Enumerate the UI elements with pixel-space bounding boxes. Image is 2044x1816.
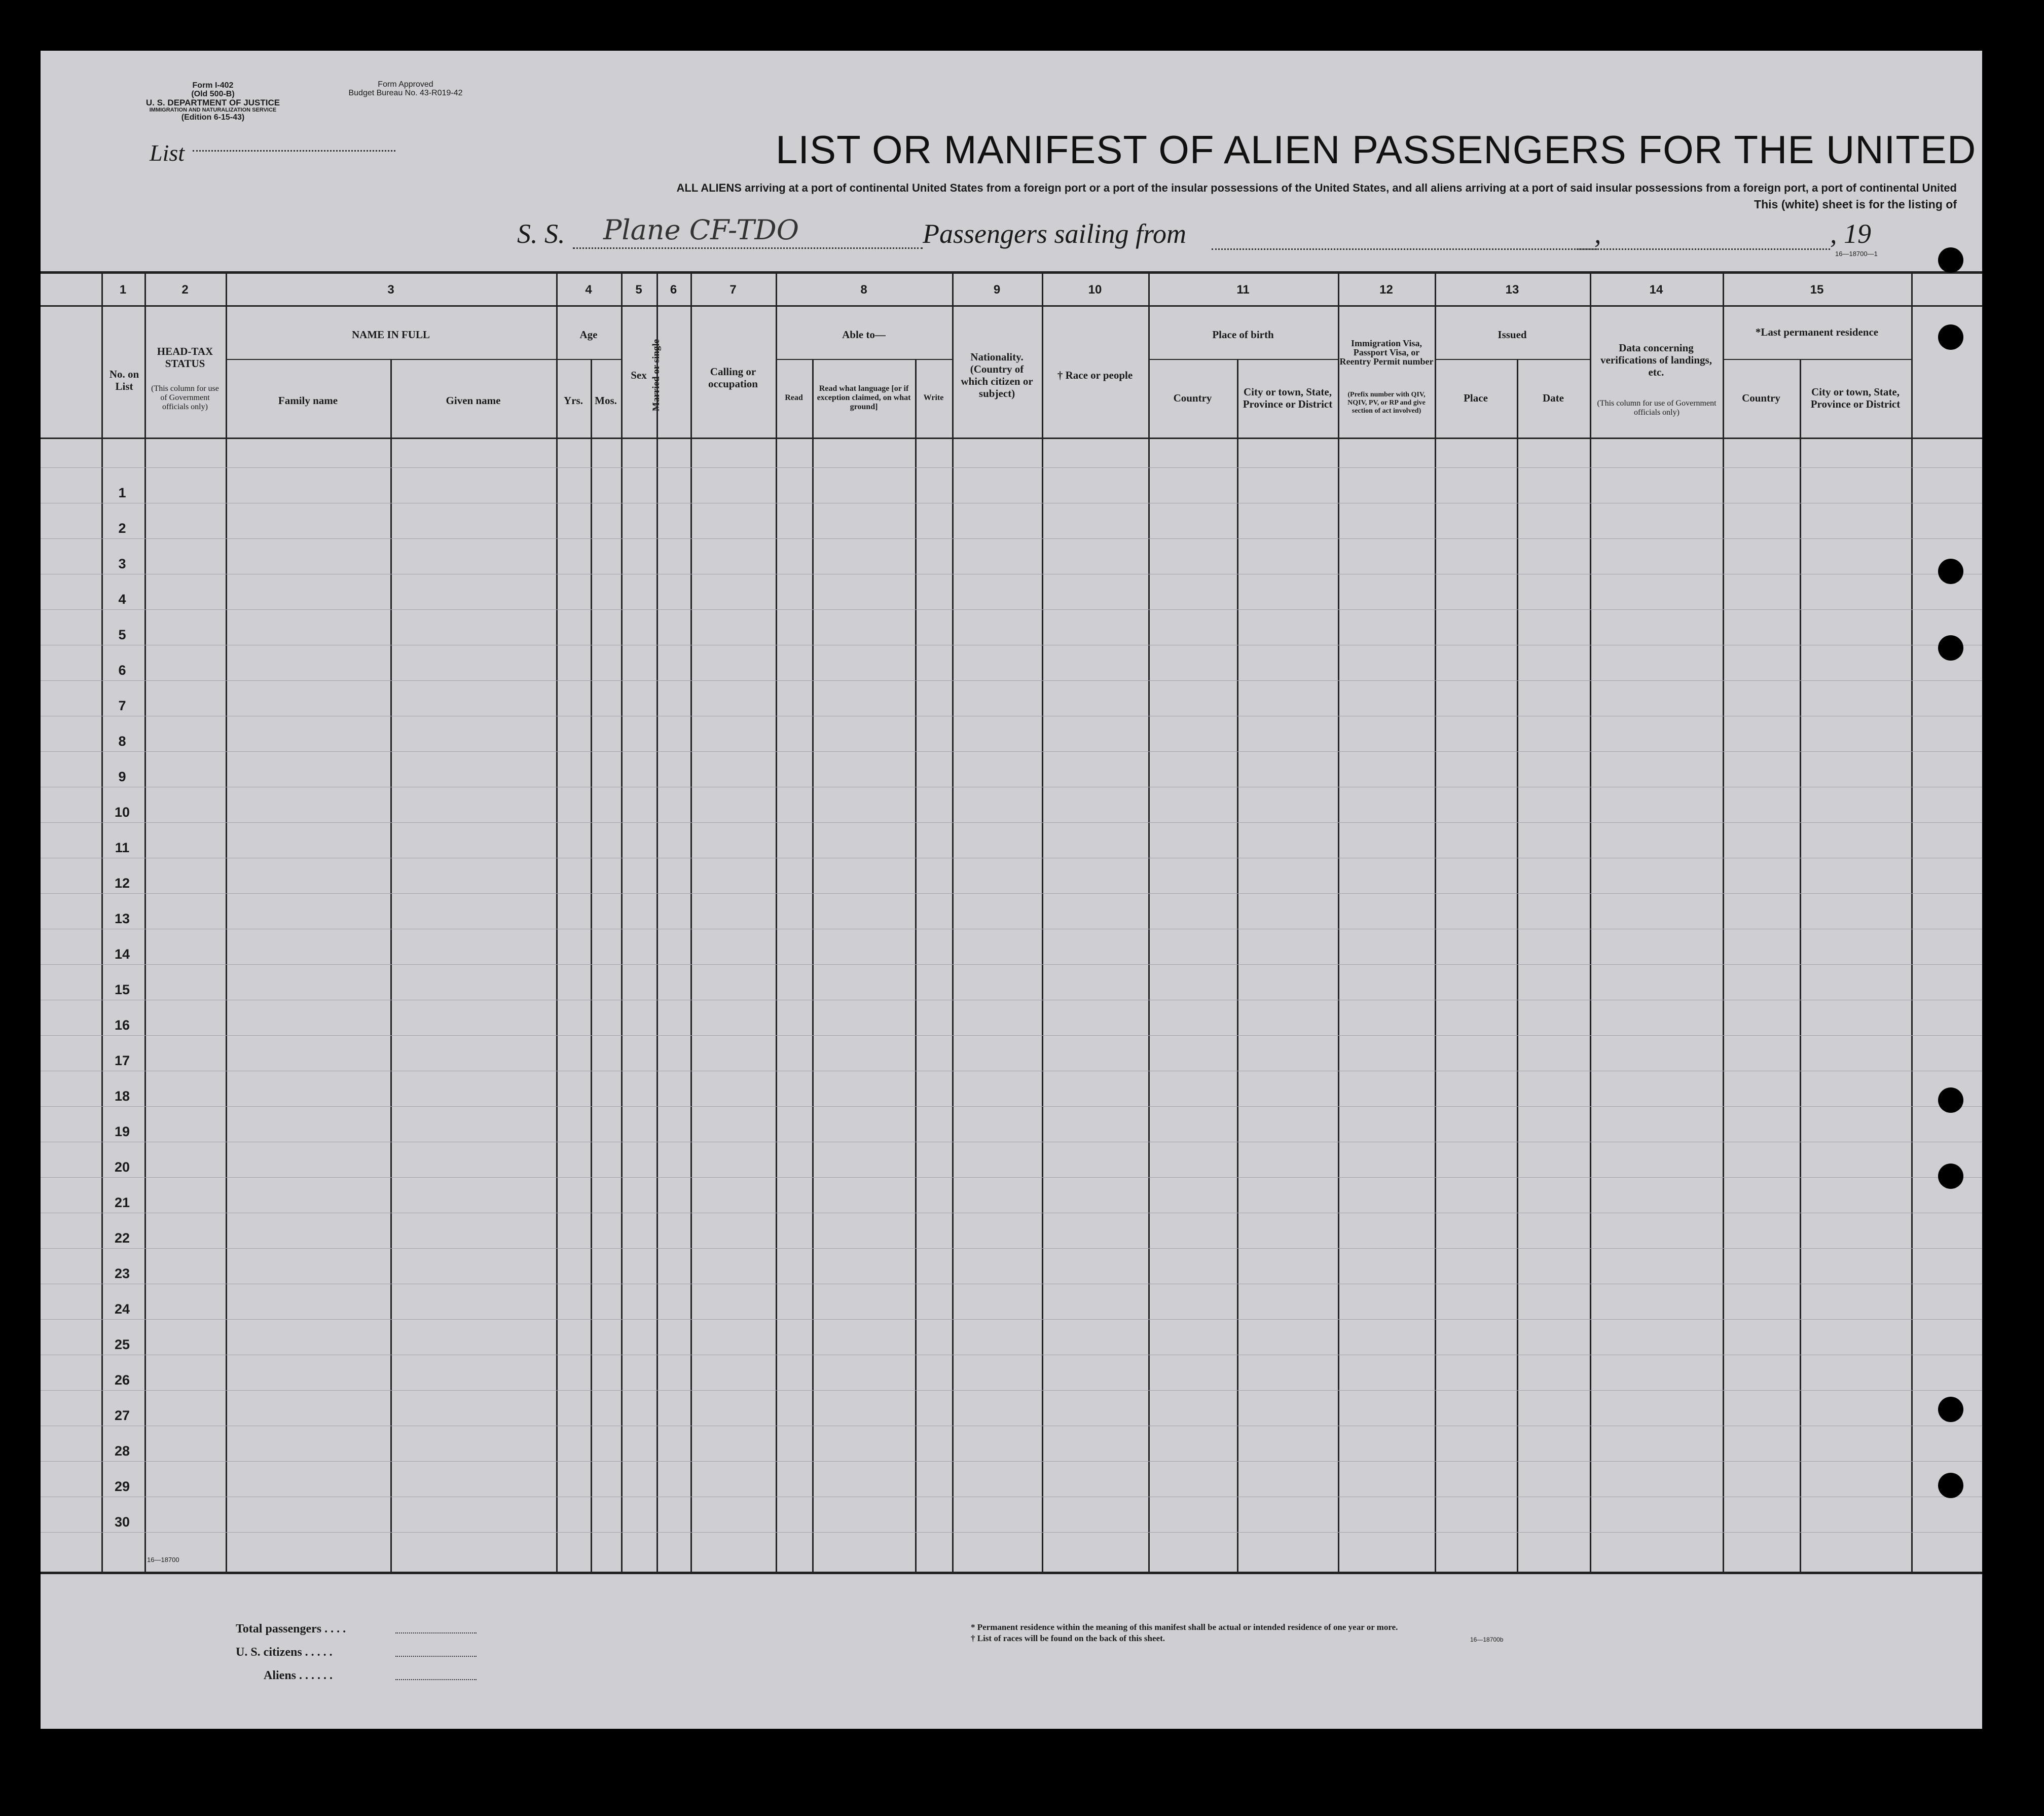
total-passengers-label: Total passengers . . . . <box>236 1622 346 1636</box>
service-name: IMMIGRATION AND NATURALIZATION SERVICE <box>149 107 277 113</box>
header-calling: Calling or occupation <box>708 366 758 390</box>
col-line-p <box>1237 360 1238 1574</box>
col-line-h <box>656 271 658 1574</box>
col-num-6: 6 <box>670 283 677 297</box>
row-number: 28 <box>114 1443 130 1459</box>
total-passengers-field[interactable] <box>395 1632 477 1633</box>
permanent-residence-note: * Permanent residence within the meaning of this manifest shall be actual or intended residence of one year or more. <box>971 1622 1398 1632</box>
header-read: Read <box>785 393 803 402</box>
header-bottom-rule <box>41 438 1982 439</box>
able-subheader-rule <box>776 359 952 360</box>
row-number: 4 <box>118 592 126 607</box>
page-title: LIST OR MANIFEST OF ALIEN PASSENGERS FOR THE UNITED <box>776 127 1977 172</box>
row-number: 23 <box>114 1266 130 1281</box>
header-given-name: Given name <box>446 394 501 407</box>
binder-hole <box>1938 1473 1963 1498</box>
col-num-13: 13 <box>1505 283 1519 297</box>
col-num-1: 1 <box>119 283 127 297</box>
header-head-tax-note: (This column for use of Government officials only) <box>151 384 219 411</box>
row-number: 7 <box>118 698 126 713</box>
header-data-note: (This column for use of Government officials only) <box>1597 399 1717 417</box>
col-line-u <box>1723 271 1724 1574</box>
manifest-sheet <box>41 51 1982 1729</box>
row-number: 15 <box>114 982 130 997</box>
age-subheader-rule <box>556 359 621 360</box>
binder-hole <box>1938 1397 1963 1422</box>
binder-hole <box>1938 635 1963 661</box>
header-nationality: Nationality. (Country of which citizen or subject) <box>961 351 1033 399</box>
row-number: 14 <box>114 947 130 962</box>
col-num-15: 15 <box>1810 283 1824 297</box>
col-line-q <box>1338 271 1339 1574</box>
header-visa: Immigration Visa, Passport Visa, or Reentry Permit number <box>1339 338 1434 367</box>
column-number-rule <box>41 305 1982 307</box>
form-number: Form I-402 <box>192 81 234 90</box>
sailing-from-field[interactable] <box>1212 248 1597 250</box>
col-line-v <box>1800 360 1801 1574</box>
row-number: 29 <box>114 1479 130 1494</box>
row-number: 3 <box>118 556 126 571</box>
row-number: 11 <box>115 840 130 855</box>
residence-subheader-rule <box>1723 359 1911 360</box>
races-note: † List of races will be found on the back of this sheet. <box>971 1633 1165 1643</box>
subtitle-aliens: ALL ALIENS arriving at a port of continental United States from a foreign port or a port of the insular possessions of the United States, and all aliens arriving at a port of said insular possessions from a foreign port, a port of continental United <box>676 181 1957 194</box>
row-number: 8 <box>118 734 126 749</box>
header-married-single: Married or single <box>651 339 662 412</box>
header-residence-city: City or town, State, Province or District <box>1810 386 1901 410</box>
sailing-date-field[interactable] <box>1577 248 1830 250</box>
row-number: 18 <box>114 1088 130 1104</box>
col-num-3: 3 <box>387 283 394 297</box>
approval-block <box>340 80 471 97</box>
list-label: List <box>150 140 185 166</box>
row-number: 26 <box>114 1372 130 1388</box>
header-yrs: Yrs. <box>564 394 583 407</box>
col-num-8: 8 <box>860 283 867 297</box>
header-read-language: Read what language [or if exception claimed, on what ground] <box>817 384 911 411</box>
form-approved: Form Approved <box>378 80 433 89</box>
header-mos: Mos. <box>595 394 617 407</box>
col-num-5: 5 <box>635 283 642 297</box>
col-num-2: 2 <box>181 283 189 297</box>
table-bottom-border <box>41 1572 1982 1574</box>
col-line-j <box>776 271 777 1574</box>
header-data-concerning: Data concerning verifications of landings, etc. <box>1600 342 1712 378</box>
row-number: 25 <box>114 1337 130 1352</box>
header-age: Age <box>579 329 598 341</box>
row-number: 20 <box>114 1159 130 1175</box>
row-number: 24 <box>114 1301 130 1317</box>
corner-code: 16—18700—1 <box>1835 250 1878 258</box>
year-label: , 19 <box>1830 219 1871 249</box>
col-num-12: 12 <box>1379 283 1393 297</box>
header-place-of-birth: Place of birth <box>1212 329 1274 341</box>
col-num-14: 14 <box>1649 283 1663 297</box>
table-top-border <box>41 271 1982 274</box>
header-write: Write <box>923 393 944 402</box>
row-number: 22 <box>114 1230 130 1246</box>
binder-hole <box>1938 324 1963 350</box>
header-issued-date: Date <box>1543 392 1564 404</box>
sailing-comma: , <box>1594 219 1601 249</box>
header-last-residence: *Last permanent residence <box>1755 326 1879 338</box>
row-number: 21 <box>114 1195 130 1210</box>
col-line-e <box>556 271 558 1574</box>
binder-hole <box>1938 247 1963 273</box>
col-line-d <box>390 360 392 1574</box>
col-line-b <box>144 271 146 1574</box>
col-line-n <box>1042 271 1043 1574</box>
header-no-on-list: No. on List <box>109 368 139 392</box>
issued-subheader-rule <box>1435 359 1590 360</box>
vessel-name-line <box>573 247 923 249</box>
col-num-11: 11 <box>1236 283 1250 297</box>
budget-number: Budget Bureau No. 43-R019-42 <box>348 89 463 97</box>
row-number: 6 <box>118 663 126 678</box>
header-visa-note: (Prefix number with QIV, NQIV, PV, or RP and give section of act involved) <box>1347 391 1426 415</box>
col-num-4: 4 <box>585 283 592 297</box>
col-line-m <box>952 271 954 1574</box>
header-sex: Sex <box>631 369 647 381</box>
list-number-field[interactable] <box>193 150 395 152</box>
binder-hole <box>1938 559 1963 584</box>
row-number: 13 <box>114 911 130 926</box>
col-line-g <box>621 271 623 1574</box>
row-number: 2 <box>118 521 126 536</box>
header-family-name: Family name <box>278 394 338 407</box>
col-num-7: 7 <box>729 283 737 297</box>
header-issued: Issued <box>1498 329 1527 341</box>
binder-hole <box>1938 1164 1963 1189</box>
header-birth-city: City or town, State, Province or District <box>1243 386 1333 410</box>
col-line-k <box>812 360 814 1574</box>
vessel-name-handwritten: Plane CF-TDO <box>603 214 799 246</box>
row-number: 9 <box>118 769 126 784</box>
col-line-r <box>1435 271 1436 1574</box>
row-number: 10 <box>114 805 130 820</box>
edition-date: (Edition 6-15-43) <box>181 113 245 122</box>
col-line-i <box>690 271 692 1574</box>
col-line-c <box>226 271 227 1574</box>
aliens-label: Aliens . . . . . . <box>264 1669 333 1682</box>
col-line-w <box>1911 271 1913 1574</box>
header-name-in-full: NAME IN FULL <box>351 329 430 341</box>
row-number: 1 <box>118 485 126 500</box>
header-race: † Race or people <box>1057 369 1133 381</box>
aliens-field[interactable] <box>395 1679 477 1680</box>
col-num-10: 10 <box>1088 283 1102 297</box>
form-id-block <box>132 81 294 122</box>
old-form-number: (Old 500-B) <box>191 90 235 98</box>
us-citizens-field[interactable] <box>395 1656 477 1657</box>
note-form-code: 16—18700b <box>1470 1636 1504 1643</box>
sailing-from-label: Passengers sailing from <box>923 219 1187 249</box>
col-line-o <box>1148 271 1150 1574</box>
birth-subheader-rule <box>1148 359 1338 360</box>
header-issued-place: Place <box>1464 392 1488 404</box>
department-name: U. S. DEPARTMENT OF JUSTICE <box>145 98 280 107</box>
col-line-f <box>591 360 592 1574</box>
row-number: 19 <box>114 1124 130 1139</box>
row-number: 27 <box>114 1408 130 1423</box>
col-num-9: 9 <box>993 283 1001 297</box>
col-line-s <box>1517 360 1518 1574</box>
row-number: 16 <box>114 1018 130 1033</box>
ss-label: S. S. <box>517 219 565 249</box>
row-number: 30 <box>114 1514 130 1530</box>
header-head-tax: HEAD-TAX STATUS <box>157 345 213 370</box>
subtitle-white-sheet: This (white) sheet is for the listing of <box>1754 198 1957 211</box>
bottom-form-code: 16—18700 <box>147 1556 179 1564</box>
col-line-t <box>1590 271 1591 1574</box>
header-residence-country: Country <box>1742 392 1780 404</box>
row-number: 17 <box>114 1053 130 1068</box>
us-citizens-label: U. S. citizens . . . . . <box>236 1646 333 1659</box>
binder-hole <box>1938 1087 1963 1113</box>
col-line-l <box>915 360 917 1574</box>
header-birth-country: Country <box>1173 392 1212 404</box>
header-able-to: Able to— <box>842 329 886 341</box>
row-number: 12 <box>114 876 130 891</box>
row-number: 5 <box>118 627 126 642</box>
col-line-a <box>101 271 103 1574</box>
